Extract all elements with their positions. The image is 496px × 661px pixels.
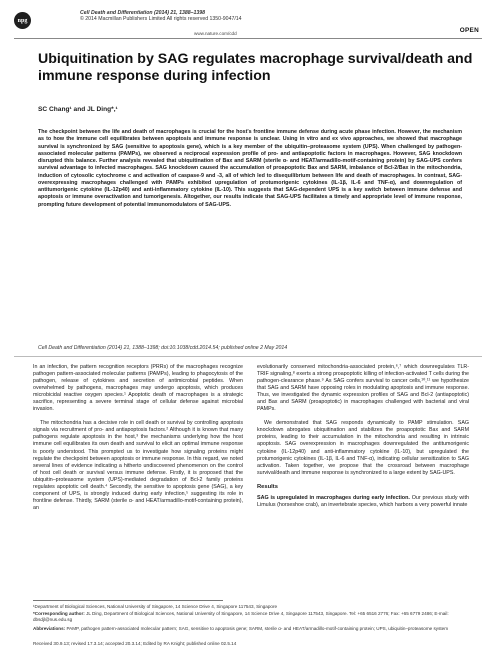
results-subheading: SAG is upregulated in macrophages during early infection. (257, 494, 410, 501)
journal-header (80, 10, 242, 23)
body-column-right (257, 364, 469, 509)
publisher-logo: npg (14, 12, 31, 29)
results-paragraph (257, 495, 469, 509)
copyright-line: © 2014 Macmillan Publishers Limited All rights reserved 1350-9047/14 (80, 16, 242, 23)
open-access-badge: OPEN (459, 27, 479, 34)
abbreviations-text: PAMP, pathogen pattern-associated molecular pattern; SAG, sensitive to apoptosis gene; SARM, sterile α- and HEAT/armadillo-motif-containing protein; UPS, ubiquitin–proteasome system (65, 626, 449, 631)
footnote-correspondence (33, 611, 469, 623)
footnote-affiliation: ¹Department of Biological Sciences, National University of Singapore, 14 Science Drive 4, Singapore 117543, Singapore (33, 604, 278, 609)
correspondence-text: JL Ding, Department of Biological Sciences, National University of Singapore, 14 Science Drive 4, Singapore 117543, Singapore. Tel: +65 6516 2776; Fax: +65 6779 2486; E-mail: dbsdjl@nus.edu.sg (33, 611, 449, 622)
abstract: The checkpoint between the life and death of macrophages is crucial for the host's frontline immune defense during acute phase infection. However, the mechanism as to how the immune cell equilibrates between apoptosis and immune response is unclear. Using in vitro and ex vivo approaches, we showed that macrophage survival is synchronized by SAG (sensitive to apoptosis gene), which is a key member of the ubiquitin–proteasome system (UPS). When challenged by pathogen-associated molecular patterns (PAMPs), we observed a reciprocal expression profile of pro- and antiapoptotic factors in macrophages. However, SAG knockdown disrupted this balance. Further analysis revealed that ubiquitination of Bax and SARM (sterile α- and HEAT/armadillo-motif-containing protein) by SAG-UPS confers survival advantage to infected macrophages. SAG knockdown caused the accumulation of proapoptotic Bax and SARM, imbalance of Bcl-2/Bax in the mitochondria, induction of cytosolic cytochrome c and activation of caspase-9 and -3, all of which led to disequilibrium between life and death of macrophages. In contrast, SAG-overexpressing macrophages challenged with PAMPs exhibited upregulation of protumorigenic cytokines (IL-1β, IL-6 and TNF-α), and downregulation of antitumorigenic cytokine (IL-12p40) and anti-inflammatory cytokine (IL-10). This suggests that SAG-dependent UPS is a key switch between immune defense and apoptosis or immune overactivation and tumorigenesis. Altogether, our results indicate that SAG-UPS facilitates a timely and appropriate level of immune response, prompting future development of potential immunomodulators of SAG-UPS. (38, 129, 462, 208)
correspondence-label: *Corresponding author: (33, 611, 85, 616)
abstract-divider (14, 356, 482, 357)
footnote-abbreviations (33, 626, 469, 632)
footnote-dates: Received 30.9.13; revised 17.3.14; accepted 20.3.14; Edited by RA Knight; published online 02.5.14 (33, 641, 237, 646)
author-list: SC Chang¹ and JL Ding*,¹ (38, 106, 118, 113)
body-column-left (33, 364, 243, 519)
journal-line: Cell Death and Differentiation (2014) 21, 1388–1398 (80, 10, 206, 16)
footnote-divider (33, 600, 223, 601)
body-paragraph: We demonstrated that SAG responds dynamically to PAMP stimulation. SAG knockdown abrogates ubiquitination and stabilizes the proapoptotic Bax and SARM proteins, leading to their accumulation in the mitochondria and resulting in intrinsic apoptosis. SAG overexpression in macrophages downregulated the antitumorigenic cytokine (IL-12p40) and anti-inflammatory cytokine (IL-10), but upregulated the protumorigenic cytokines (IL-1β, IL-6 and TNF-α), indicating cellular sensitization to SAG activation. Taken together, we propose that the crossroad between macrophage survival/death and immune response is synchronized to a large extent by SAG-UPS. (257, 420, 469, 476)
body-paragraph: The mitochondria has a decisive role in cell death or survival by controlling apoptosis signals via recruitment of pro- and antiapoptosis factors.² Although it is known that many pathogens regulate apoptosis in the host,³ the mechanisms underlying how the host immune cell equilibrates its own death and survival to elicit an optimal immune response is poorly understood. This prompted us to investigate how signaling proteins might regulate the checkpoint between apoptosis or immune response. In this regard, we noted several lines of evidence indicating a hitherto undiscovered phenomenon on the control of host cell death or survival versus immune defense. Firstly, it is proposed that the ubiquitin–proteasome system (UPS)-mediated degradation of Bcl-2 family proteins regulates apoptotic cell death.⁴ Secondly, the sensitive to apoptosis gene (SAG), a key component of UPS, is strongly induced during early infection,⁵ suggesting its role in frontline defense. Thirdly, SARM (sterile α- and HEAT/armadillo-motif-containing protein), an (33, 420, 243, 511)
abbreviations-label: Abbreviations: (33, 626, 66, 631)
article-title: Ubiquitination by SAG regulates macrophage survival/death and immune response during infection (38, 51, 473, 84)
section-heading-results: Results (257, 483, 278, 490)
website-link[interactable]: www.nature.com/cdd (194, 31, 237, 36)
body-paragraph: evolutionarily conserved mitochondria-associated protein,⁶,⁷ which downregulates TLR-TRIF signaling,⁸ exerts a strong proapoptotic killing of infection-activated T cells during the pathogen-clearance phase.⁹ As SAG confers survival to cancer cells,¹⁰,¹¹ we hypothesize that SAG and SARM have opposing roles in modulating apoptosis and immune response. Thus, we investigated the dynamic expression profiles of SAG and Bcl-2 (antiapoptotic) and Bax and SARM (proapoptotic) in macrophages challenged with bacterial and viral PAMPs. (257, 364, 469, 413)
results-text: Our previous study with Limulus (horseshoe crab), an invertebrate species, which harbors a very powerful innate (257, 494, 470, 508)
header-divider (14, 38, 482, 39)
body-paragraph: In an infection, the pattern recognition receptors (PRRs) of the macrophages recognize pathogen pattern-associated molecular patterns (PAMPs), leading to phagocytosis of the pathogen, release of cytokines and secretion of antimicrobial peptides. When overwhelmed by pathogens, macrophages may undergo apoptosis, which produces microbicidal reactive oxygen species.¹ Apoptotic death of macrophages is a strategic sacrifice, representing a severe terminal stage of cellular defense against microbial invasion. (33, 364, 243, 413)
citation-line: Cell Death and Differentiation (2014) 21, 1388–1398; doi:10.1038/cdd.2014.54; published online 2 May 2014 (38, 345, 288, 351)
